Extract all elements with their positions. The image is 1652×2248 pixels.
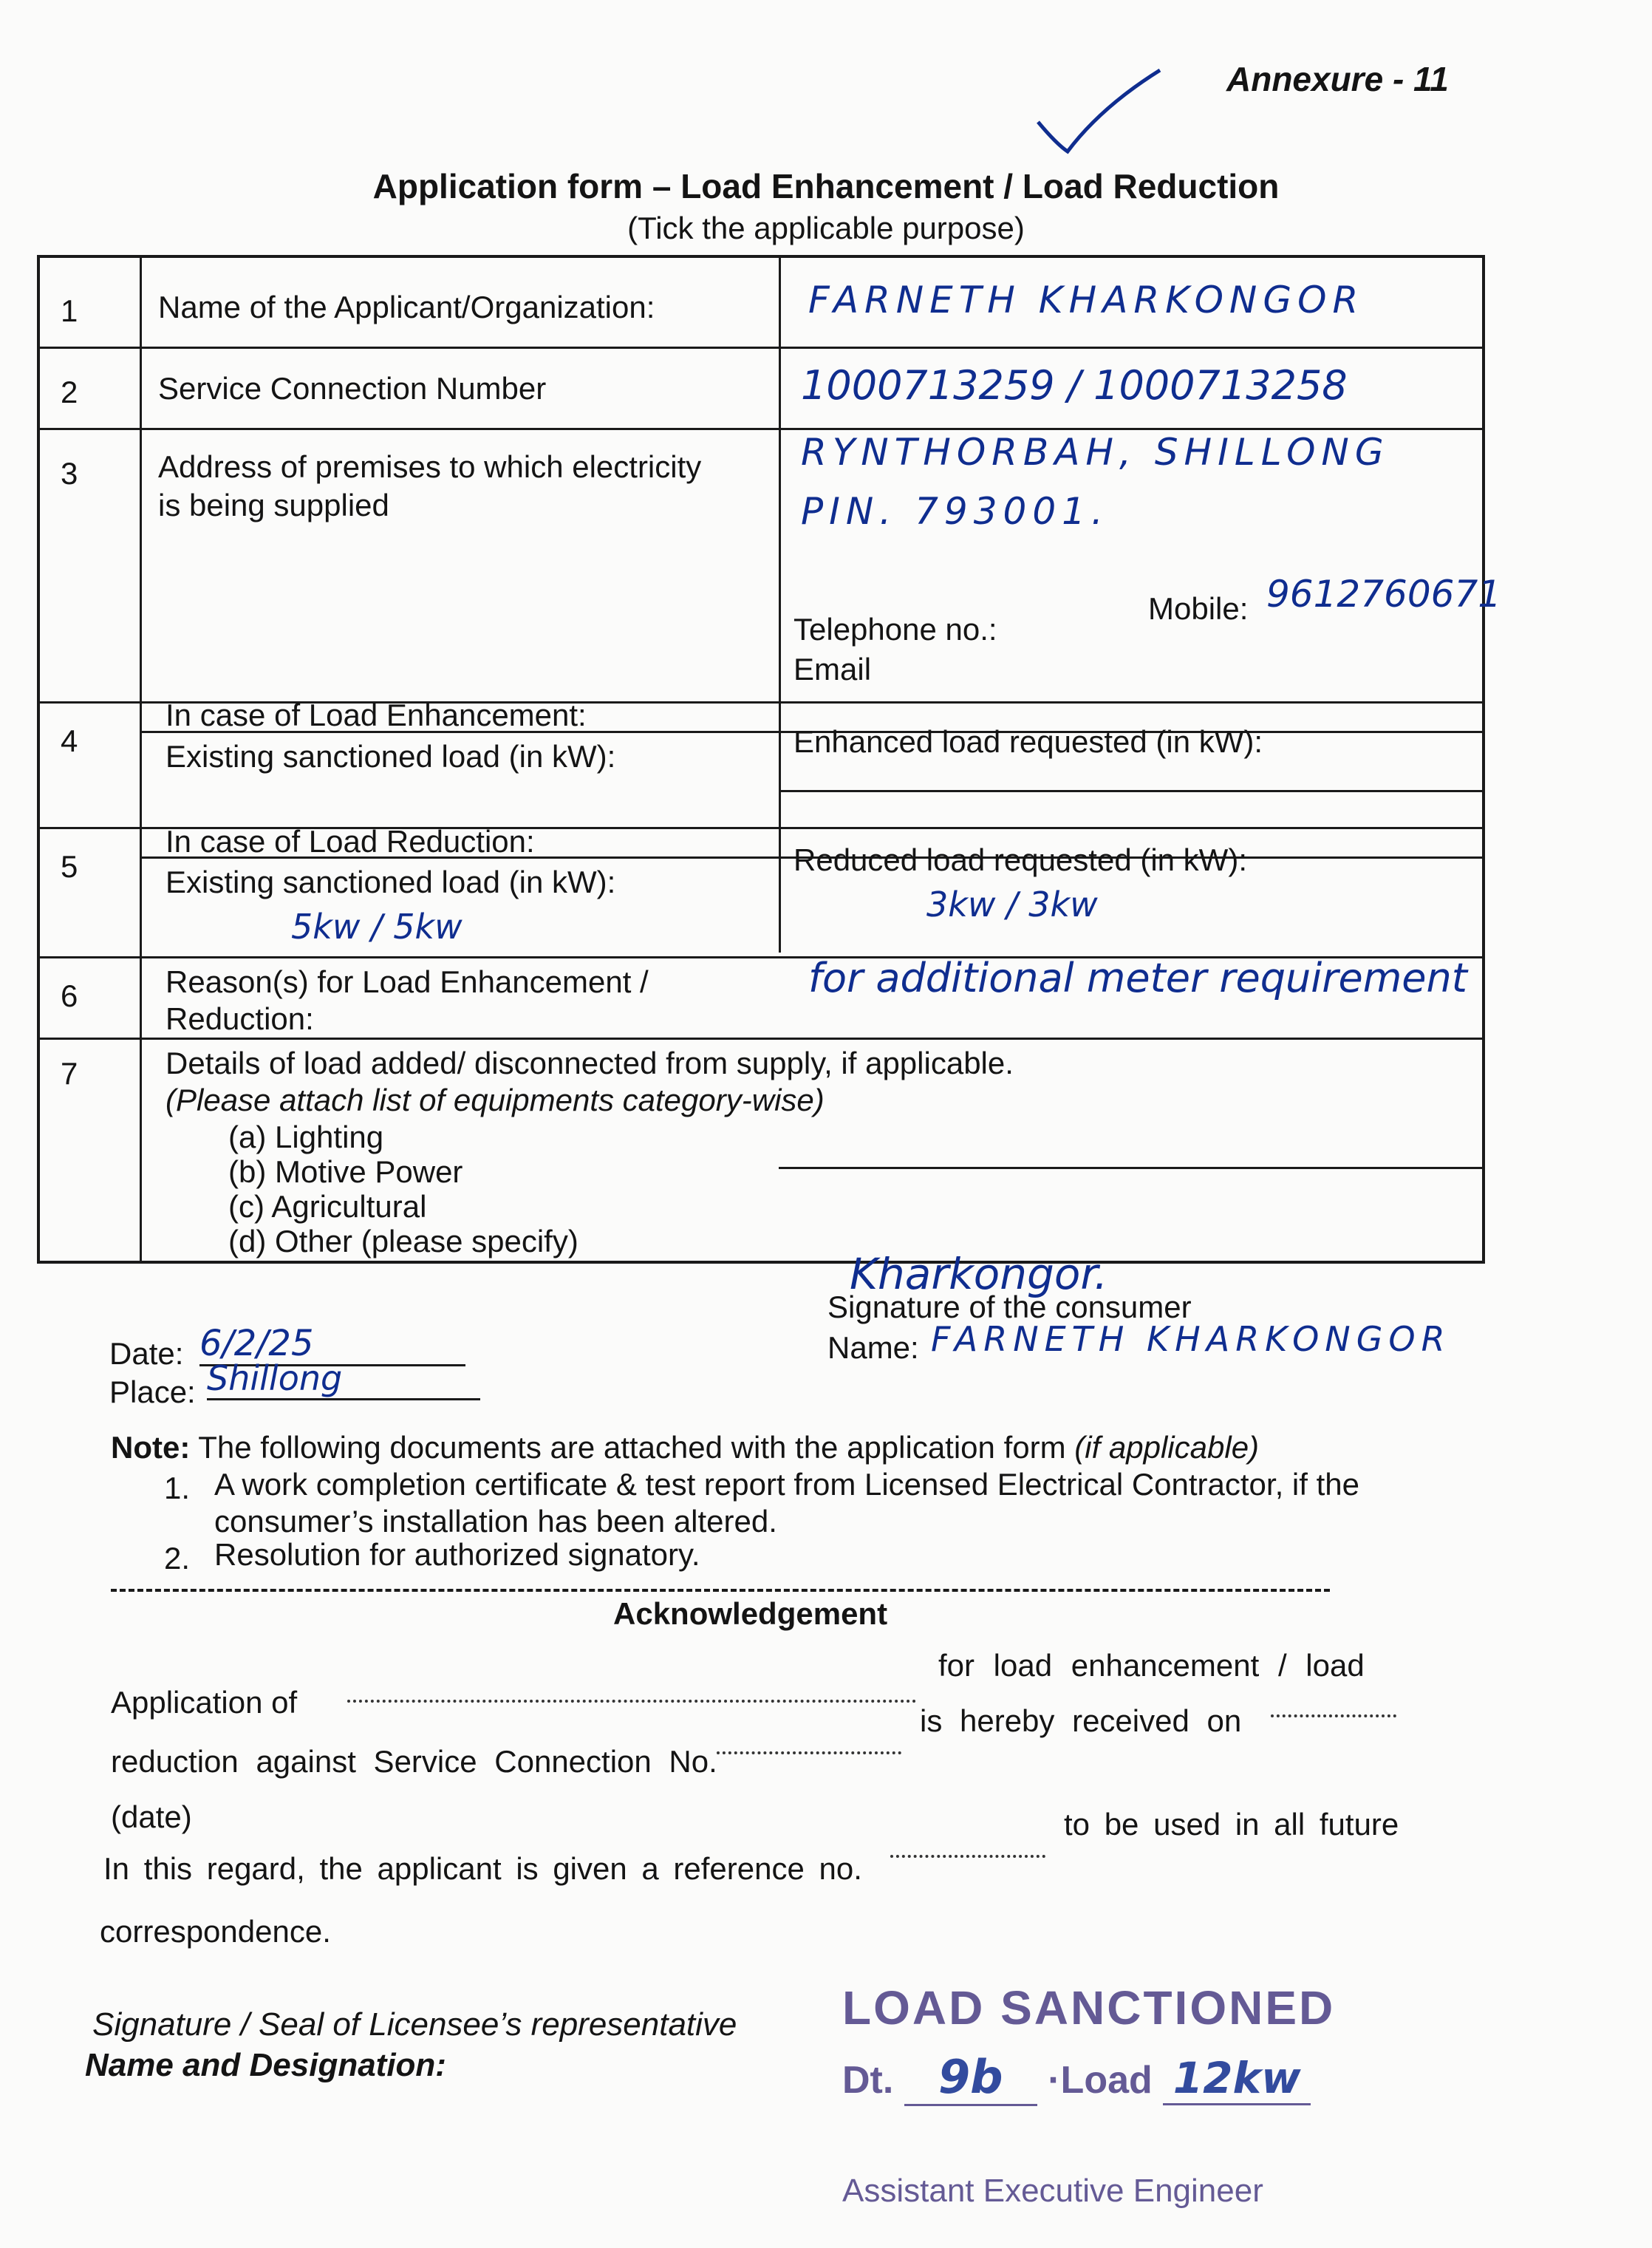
ack-application-of: Application of xyxy=(111,1685,298,1720)
load-details-note: (Please attach list of equipments category-wise) xyxy=(165,1083,825,1117)
row-divider xyxy=(779,1167,1485,1169)
load-category-item: (b) Motive Power xyxy=(228,1154,463,1189)
telephone-label: Telephone no.: xyxy=(793,612,997,647)
enhancement-heading: In case of Load Enhancement: xyxy=(165,698,587,732)
consumer-signature-label: Signature of the consumer xyxy=(827,1290,1192,1324)
existing-load-label: Existing sanctioned load (in kW): xyxy=(165,739,616,774)
note-section xyxy=(111,1430,1404,1465)
place-label: Place: xyxy=(109,1375,196,1409)
acknowledgement-heading: Acknowledgement xyxy=(613,1596,888,1631)
stamp-designation: Assistant Executive Engineer xyxy=(842,2173,1263,2209)
row-number: 3 xyxy=(61,456,78,491)
row-number: 6 xyxy=(61,978,78,1013)
row-divider xyxy=(779,790,1485,792)
note-label: Note: xyxy=(111,1430,191,1465)
ack-blank xyxy=(347,1678,916,1703)
annexure-label: Annexure - 11 xyxy=(1226,60,1449,98)
value-column-divider xyxy=(779,258,781,953)
note-item-number: 1. xyxy=(164,1471,191,1505)
licensee-signature-label: Signature / Seal of Licensee’s representative xyxy=(92,2006,737,2043)
reduction-heading: In case of Load Reduction: xyxy=(165,824,535,859)
note-italic: (if applicable) xyxy=(1074,1430,1260,1465)
reason-label-line1: Reason(s) for Load Enhancement / xyxy=(165,964,649,999)
row-number: 4 xyxy=(61,723,78,758)
load-category-item: (c) Agricultural xyxy=(228,1189,427,1224)
mobile-value: 9612760671 xyxy=(1266,573,1502,616)
existing-load-label: Existing sanctioned load (in kW): xyxy=(165,865,616,899)
ack-received-on: is hereby received on xyxy=(920,1703,1242,1738)
row-divider xyxy=(40,1038,1485,1040)
ack-reduction-against: reduction against Service Connection No. xyxy=(111,1744,717,1779)
applicant-name-value: FARNETH KHARKONGOR xyxy=(808,279,1365,321)
consumer-name-label: Name: xyxy=(827,1330,919,1365)
ack-reference-no: In this regard, the applicant is given a reference no. xyxy=(103,1851,862,1886)
note-item-1-continued: consumer’s installation has been altered. xyxy=(214,1504,777,1539)
reason-label-line2: Reduction: xyxy=(165,1001,314,1036)
stamp-date-label: Dt. xyxy=(842,2059,894,2102)
date-label: Date: xyxy=(109,1336,184,1371)
date-value: 6/2/25 xyxy=(199,1323,465,1366)
cut-line xyxy=(111,1589,1330,1592)
row-divider xyxy=(40,428,1485,430)
note-item-2: Resolution for authorized signatory. xyxy=(214,1537,700,1572)
mobile-label: Mobile: xyxy=(1148,591,1249,626)
load-category-item: (d) Other (please specify) xyxy=(228,1224,578,1258)
load-category-item: (a) Lighting xyxy=(228,1120,384,1154)
load-sanctioned-stamp xyxy=(842,1980,1335,2210)
form-title: Application form – Load Enhancement / Load Reduction xyxy=(372,167,1280,205)
ack-blank xyxy=(1271,1692,1396,1717)
address-value-line1: RYNTHORBAH, SHILLONG xyxy=(801,431,1390,474)
enhanced-load-label: Enhanced load requested (in kW): xyxy=(793,724,1263,759)
checkmark-icon xyxy=(1034,63,1167,159)
applicant-name-label: Name of the Applicant/Organization: xyxy=(158,290,655,324)
number-column-divider xyxy=(140,258,142,1264)
note-item-1: A work completion certificate & test report from Licensed Electrical Contractor, if the xyxy=(214,1467,1359,1502)
ack-blank xyxy=(890,1833,1045,1858)
ack-blank xyxy=(717,1729,901,1754)
address-label-line2: is being supplied xyxy=(158,488,389,522)
stamp-details xyxy=(842,2050,1335,2106)
row-number: 7 xyxy=(61,1056,78,1091)
email-label: Email xyxy=(793,652,872,687)
service-connection-value: 1000713259 / 1000713258 xyxy=(801,362,1348,409)
stamp-date-value: 9b xyxy=(904,2050,1037,2106)
row-number: 1 xyxy=(61,293,78,328)
stamp-load-label: ·Load xyxy=(1048,2059,1153,2102)
application-table xyxy=(37,255,1502,1264)
service-connection-label: Service Connection Number xyxy=(158,371,547,406)
row-divider xyxy=(40,347,1485,349)
row-number: 2 xyxy=(61,375,78,409)
ack-correspondence: correspondence. xyxy=(100,1914,331,1949)
address-label-line1: Address of premises to which electricity xyxy=(158,449,702,484)
note-text: The following documents are attached with the application form xyxy=(198,1430,1066,1465)
reason-value: for additional meter requirement xyxy=(808,955,1467,1001)
form-subtitle: (Tick the applicable purpose) xyxy=(627,211,1025,245)
place-value: Shillong xyxy=(207,1358,480,1400)
note-item-number: 2. xyxy=(164,1541,191,1576)
load-details-label: Details of load added/ disconnected from supply, if applicable. xyxy=(165,1046,1014,1080)
existing-load-value: 5kw / 5kw xyxy=(291,907,463,947)
consumer-signature: Kharkongor. xyxy=(850,1249,1108,1299)
ack-future-use: to be used in all future xyxy=(1064,1807,1399,1842)
row-number: 5 xyxy=(61,849,78,884)
ack-date-hint: (date) xyxy=(111,1799,192,1834)
address-value-line2: PIN. 793001. xyxy=(801,490,1109,533)
stamp-title: LOAD SANCTIONED xyxy=(842,1981,1336,2034)
reduced-load-label: Reduced load requested (in kW): xyxy=(793,842,1247,877)
ack-load-enhancement: for load enhancement / load xyxy=(938,1648,1365,1683)
stamp-load-value: 12kw xyxy=(1163,2053,1311,2105)
name-designation-label: Name and Designation: xyxy=(85,2047,446,2083)
reduced-load-value: 3kw / 3kw xyxy=(926,885,1098,924)
consumer-name-value: FARNETH KHARKONGOR xyxy=(931,1319,1451,1359)
